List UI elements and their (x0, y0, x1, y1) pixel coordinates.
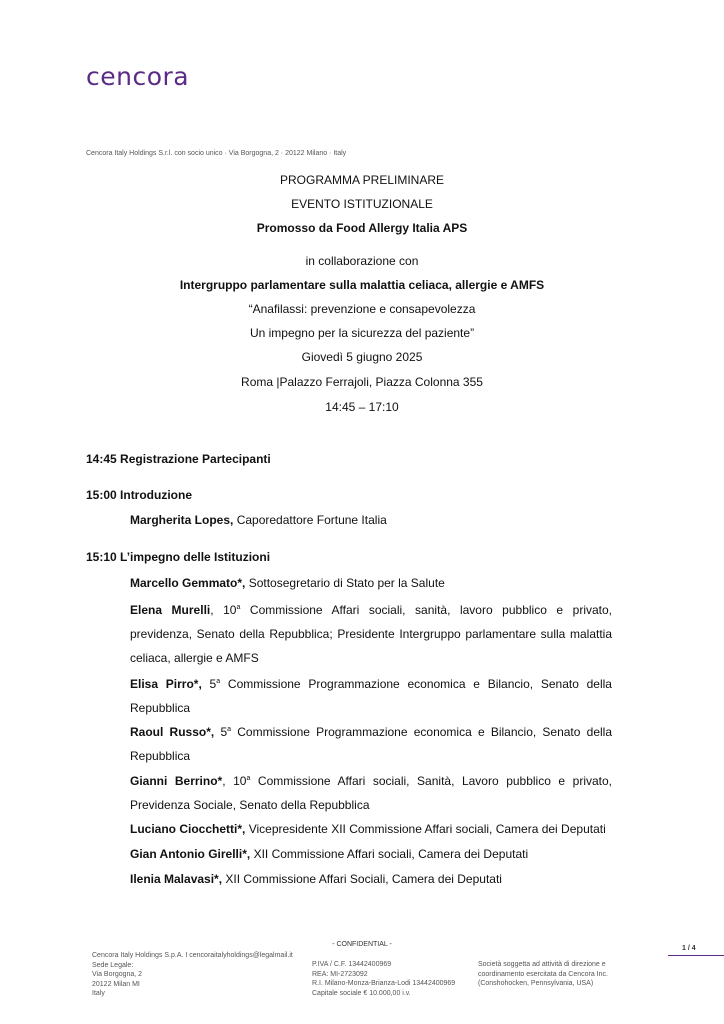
event-date: Giovedì 5 giugno 2025 (301, 350, 423, 364)
footer-line: R.I. Milano-Monza-Brianza-Lodi 13442400969 (312, 980, 456, 987)
speaker-gemmato (130, 571, 612, 595)
speaker-malavasi (130, 867, 612, 891)
company-line: Cencora Italy Holdings S.r.l. con socio unico · Via Borgogna, 2 · 20122 Milano · Italy (86, 150, 347, 157)
speaker-name: Gianni Berrino* (130, 774, 223, 788)
ordinal-sup: a (246, 775, 251, 782)
speaker-pirro (130, 670, 612, 720)
speaker-role: Vicepresidente XII Commissione Affari sociali, Camera dei Deputati (245, 822, 606, 836)
footer-line: P.IVA / C.F. 13442400969 (312, 961, 392, 968)
speaker-name: Marcello Gemmato*, (130, 576, 246, 590)
footer-direction (478, 960, 608, 989)
event-type: EVENTO ISTITUZIONALE (291, 197, 433, 211)
footer-line: Capitale sociale € 10.000,00 i.v. (312, 989, 411, 997)
promoter: Promosso da Food Allergy Italia APS (256, 221, 468, 235)
speaker-role: Commissione Affari sociali, sanità, lavoro pubblico e privato, previdenza, Senato della Repubblica; Presidente Intergruppo parlamentare sulla malattia celiaca, allergie e AMFS (130, 603, 612, 665)
speaker-berrino (130, 767, 612, 817)
speaker-role: Commissione Affari sociali, Sanità, Lavoro pubblico e privato, Previdenza Sociale, Senato della Repubblica (130, 774, 613, 812)
footer-line: Società soggetta ad attività di direzione e (478, 961, 606, 968)
event-place: Roma |Palazzo Ferrajoli, Piazza Colonna 355 (241, 375, 483, 389)
speaker-girelli (130, 842, 612, 866)
intergroup: Intergruppo parlamentare sulla malattia celiaca, allergie e AMFS (179, 278, 545, 292)
speaker-name: Margherita Lopes, (130, 513, 234, 527)
ordinal-sup: a (216, 678, 221, 685)
speaker-name: Luciano Ciocchetti*, (130, 822, 246, 836)
speaker-name: Elena Murelli (130, 603, 211, 617)
footer-line: Via Borgogna, 2 (92, 971, 143, 978)
ordinal: 5 (201, 677, 217, 691)
page-number: 1 / 4 (682, 945, 696, 952)
speaker-role: Commissione Programmazione economica e Bilancio, Senato della Repubblica (130, 677, 612, 715)
speaker-role: Sottosegretario di Stato per la Salute (245, 576, 445, 590)
speaker-murelli (130, 596, 612, 670)
footer-line: Cencora Italy Holdings S.p.A. I cencoraitalyholdings@legalmail.it (92, 952, 293, 959)
confidential-label: - CONFIDENTIAL - (332, 941, 392, 948)
speaker-role: Caporedattore Fortune Italia (233, 513, 387, 527)
ordinal: , 10 (210, 603, 237, 617)
speaker-role: XII Commissione Affari sociali, Camera dei Deputati (250, 847, 529, 861)
slot-introduzione: 15:00 Introduzione (86, 488, 193, 502)
speaker-ciocchetti (130, 817, 612, 841)
speaker-name: Elisa Pirro*, (130, 677, 202, 691)
footer-line: Sede Legale: (92, 961, 134, 969)
footer-line: (Conshohocken, Pennsylvania, USA) (478, 980, 594, 987)
speaker-name: Gian Antonio Girelli*, (130, 847, 251, 861)
program-heading: PROGRAMMA PRELIMINARE (279, 173, 445, 187)
footer-line: Italy (92, 990, 105, 997)
speaker-role: Commissione Programmazione economica e Bilancio, Senato della Repubblica (130, 725, 612, 763)
footer-line: 20122 Milan MI (92, 980, 140, 988)
page-number-rule (668, 955, 724, 956)
footer-line: REA: MI-2723092 (312, 970, 368, 978)
footer-tax-info (312, 960, 455, 998)
slot-registrazione: 14:45 Registrazione Partecipanti (86, 452, 271, 466)
ordinal-sup: a (227, 726, 232, 733)
collab-label: in collaborazione con (305, 254, 419, 268)
event-time: 14:45 – 17:10 (325, 400, 399, 414)
ordinal-sup: a (236, 604, 241, 611)
cencora-logo: cencora (86, 62, 190, 91)
speaker-role: XII Commissione Affari Sociali, Camera dei Deputati (222, 872, 502, 886)
footer-legal-address (92, 951, 293, 999)
footer-line: coordinamento esercitata da Cencora Inc. (478, 970, 608, 978)
speaker-lopes (130, 508, 612, 532)
event-title-2: Un impegno per la sicurezza del paziente” (249, 326, 475, 340)
event-title-1: “Anafilassi: prevenzione e consapevolezza (248, 302, 476, 316)
speaker-name: Raoul Russo*, (130, 725, 215, 739)
speaker-russo (130, 718, 612, 768)
ordinal: 5 (214, 725, 228, 739)
slot-istituzioni: 15:10 L’impegno delle Istituzioni (86, 550, 271, 564)
ordinal: , 10 (222, 774, 247, 788)
speaker-name: Ilenia Malavasi*, (130, 872, 223, 886)
